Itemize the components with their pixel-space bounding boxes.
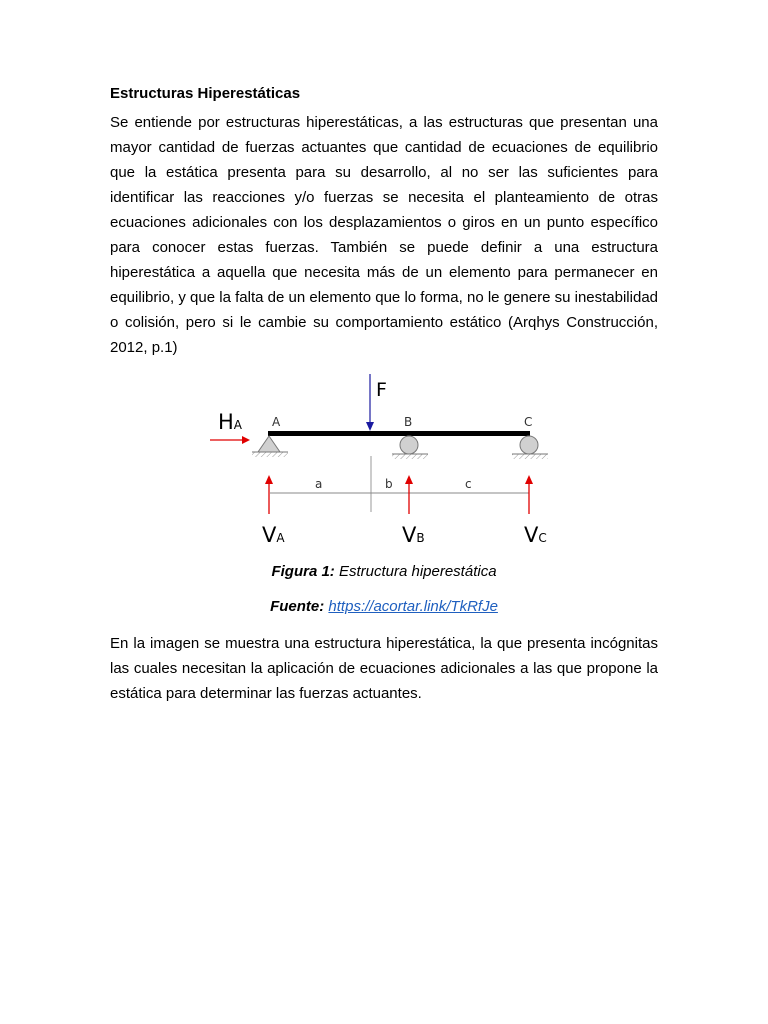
dimension-label-c: c xyxy=(465,477,472,491)
figure-source xyxy=(110,597,658,617)
load-label-f: F xyxy=(376,379,387,401)
figure-caption xyxy=(110,562,658,582)
ground-a xyxy=(252,452,288,457)
reaction-label-ha: HA xyxy=(218,410,243,434)
roller-support-c xyxy=(520,436,538,454)
caption-text: Estructura hiperestática xyxy=(334,563,497,580)
reaction-arrow-vb-head xyxy=(405,475,413,484)
reaction-arrow-ha-head xyxy=(242,436,250,444)
paragraph-intro: Se entiende por estructuras hiperestáticas, a las estructuras que presentan una mayor cantidad de fuerzas actuantes que cantidad de ecuaciones de equilibrio que la estática presenta para su desarrollo, al no ser las suficientes para identificar las reacciones y/o fuerzas se necesita el planteamiento de otras ecuaciones adicionales con los desplazamientos o giros en un punto específico para conocer estas fuerzas. También se puede definir a una estructura hiperestática a aquella que necesita más de un elemento para permanecer en equilibrio, y que la falta de un elemento que lo forma, no le genere su inestabilidad o colisión, pero si le cambie su comportamiento estático (Arqhys Construcción, 2012, p.1) xyxy=(110,114,658,356)
source-label: Fuente: xyxy=(270,598,325,615)
support-label-c: C xyxy=(524,415,533,429)
support-label-b: B xyxy=(404,415,413,429)
reaction-label-va: VA xyxy=(262,523,285,547)
caption-label: Figura 1: xyxy=(271,563,335,580)
section-heading: Estructuras Hiperestáticas xyxy=(110,85,301,102)
ground-c xyxy=(512,454,548,459)
figure-hyperstatic-beam xyxy=(110,374,658,554)
source-link[interactable]: https://acortar.link/TkRfJe xyxy=(328,598,498,615)
ground-b xyxy=(392,454,428,459)
paragraph-conclusion: En la imagen se muestra una estructura hiperestática, la que presenta incógnitas las cuales necesitan la aplicación de ecuaciones adicionales a las que propone la estática para determinar las fuerzas actuantes. xyxy=(110,635,658,702)
support-label-a: A xyxy=(272,415,281,429)
load-arrow-head xyxy=(366,422,374,431)
beam-diagram xyxy=(208,374,558,549)
document-page xyxy=(110,84,658,706)
dimension-label-a: a xyxy=(315,477,323,491)
dimension-label-b: b xyxy=(385,477,393,491)
reaction-arrow-vc-head xyxy=(525,475,533,484)
pin-support-a xyxy=(258,436,280,452)
reaction-label-vb: VB xyxy=(402,523,425,547)
reaction-label-vc: VC xyxy=(524,523,547,547)
beam xyxy=(268,431,530,436)
roller-support-b xyxy=(400,436,418,454)
reaction-arrow-va-head xyxy=(265,475,273,484)
